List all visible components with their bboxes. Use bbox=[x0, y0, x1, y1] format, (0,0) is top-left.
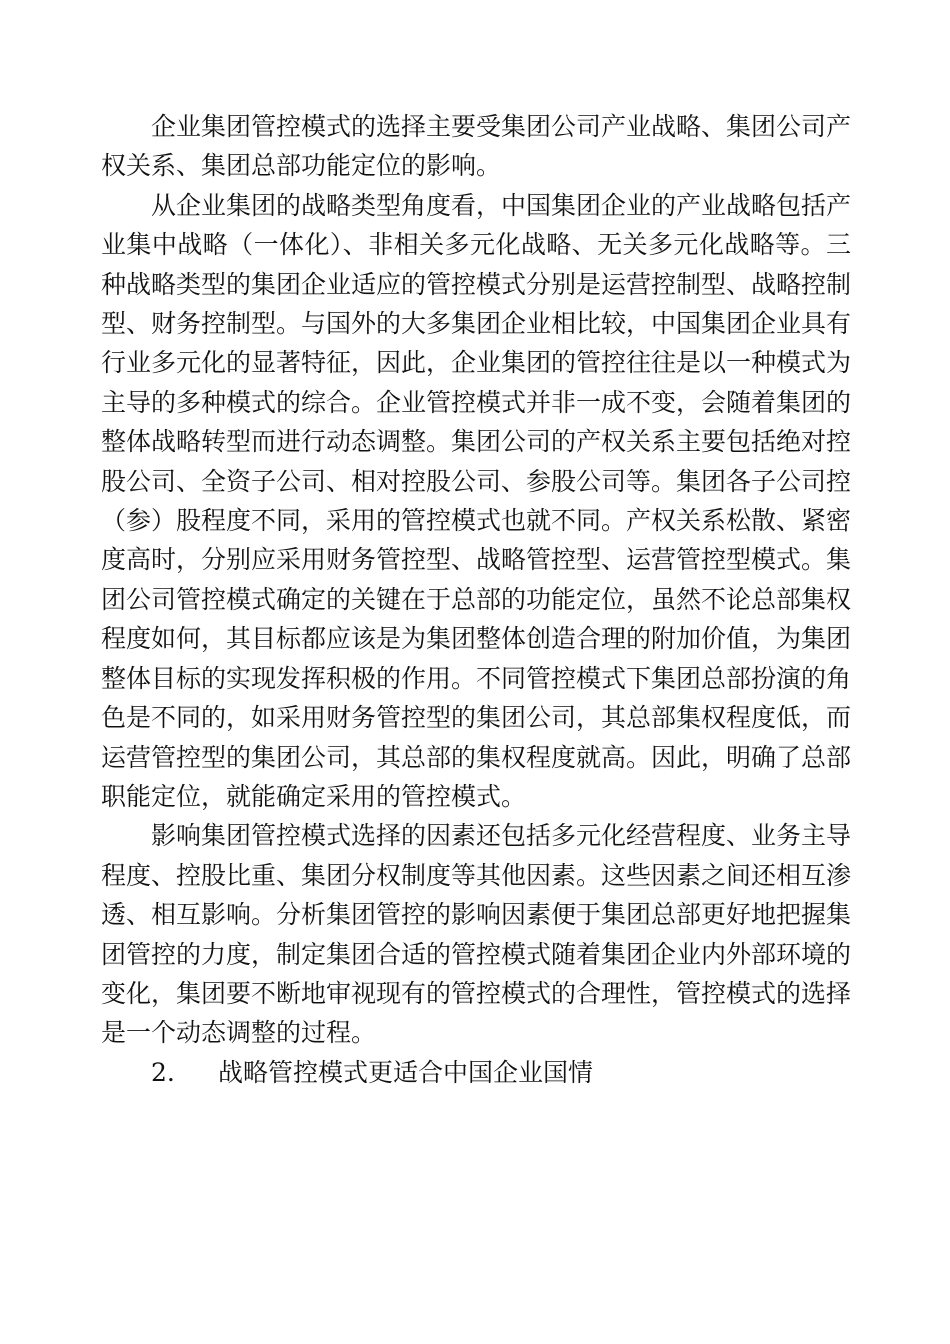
section-number: 2. bbox=[151, 1057, 175, 1087]
section-title: 战略管控模式更适合中国企业国情 bbox=[218, 1057, 594, 1087]
document-body bbox=[101, 107, 851, 1092]
paragraph-1: 企业集团管控模式的选择主要受集团公司产业战略、集团公司产权关系、集团总部功能定位的影响。 bbox=[101, 112, 852, 181]
section-heading bbox=[101, 1053, 851, 1092]
paragraph-2: 从企业集团的战略类型角度看，中国集团企业的产业战略包括产业集中战略（一体化）、非相关多元化战略、无关多元化战略等。三种战略类型的集团企业适应的管控模式分别是运营控制型、战略控制型、财务控制型。与国外的大多集团企业相比较，中国集团企业具有行业多元化的显著特征，因此，企业集团的管控往往是以一种模式为主导的多种模式的综合。企业管控模式并非一成不变，会随着集团的整体战略转型而进行动态调整。集团公司的产权关系主要包括绝对控股公司、全资子公司、相对控股公司、参股公司等。集团各子公司控（参）股程度不同，采用的管控模式也就不同。产权关系松散、紧密度高时，分别应采用财务管控型、战略管控型、运营管控型模式。集团公司管控模式确定的关键在于总部的功能定位，虽然不论总部集权程度如何，其目标都应该是为集团整体创造合理的附加价值，为集团整体目标的实现发挥积极的作用。不同管控模式下集团总部扮演的角色是不同的，如采用财务管控型的集团公司，其总部集权程度低，而运营管控型的集团公司，其总部的集权程度就高。因此，明确了总部职能定位，就能确定采用的管控模式。 bbox=[101, 190, 852, 811]
paragraph-3: 影响集团管控模式选择的因素还包括多元化经营程度、业务主导程度、控股比重、集团分权制度等其他因素。这些因素之间还相互渗透、相互影响。分析集团管控的影响因素便于集团总部更好地把握集团管控的力度，制定集团合适的管控模式随着集团企业内外部环境的变化，集团要不断地审视现有的管控模式的合理性，管控模式的选择是一个动态调整的过程。 bbox=[101, 821, 852, 1048]
